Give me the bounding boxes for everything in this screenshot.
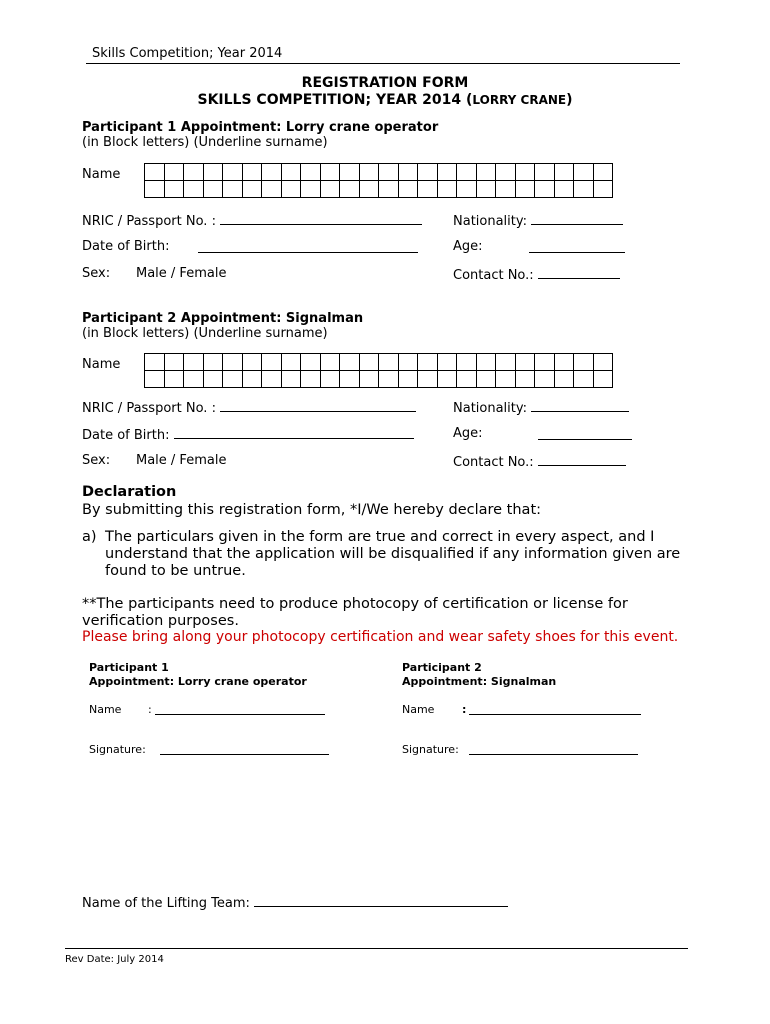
participant2-heading: Participant 2 Appointment: Signalman: [82, 311, 364, 326]
participant2-sex-label: Sex:: [82, 453, 111, 468]
participant2-nric-field[interactable]: [220, 399, 416, 412]
participant1-age-field[interactable]: [529, 240, 625, 253]
signoff-p2-name-colon: :: [462, 703, 467, 716]
signoff-p1-name-label: Name: [89, 703, 122, 716]
participant2-nric-row: NRIC / Passport No. :: [82, 399, 416, 416]
signoff-p2-name-label: Name: [402, 703, 435, 716]
participant1-contact-row: Contact No.:: [453, 266, 620, 283]
participant2-note: (in Block letters) (Underline surname): [82, 326, 328, 341]
signoff-p1-appointment: Appointment: Lorry crane operator: [89, 675, 307, 688]
safety-notice: Please bring along your photocopy certification and wear safety shoes for this event.: [82, 629, 679, 645]
participant2-age-field[interactable]: [538, 427, 632, 440]
participant1-nric-field[interactable]: [220, 212, 422, 225]
participant2-name-grid[interactable]: [144, 353, 613, 388]
signoff-p2-name-field[interactable]: [469, 703, 641, 715]
participant2-contact-row: Contact No.:: [453, 453, 626, 470]
declaration-item-marker: a): [82, 529, 97, 545]
participant2-contact-field[interactable]: [538, 453, 626, 466]
signoff-p1-name-colon: :: [148, 703, 152, 716]
signoff-p1-name-field[interactable]: [155, 703, 325, 715]
participant2-grid-body: [145, 354, 613, 388]
participant1-nationality-field[interactable]: [531, 212, 623, 225]
participant1-nric-row: NRIC / Passport No. :: [82, 212, 422, 229]
participant1-name-grid[interactable]: [144, 163, 613, 198]
signoff-p2-appointment: Appointment: Signalman: [402, 675, 557, 688]
participant1-nationality-row: Nationality:: [453, 212, 623, 229]
form-title: REGISTRATION FORM: [301, 75, 469, 91]
signoff-p2-signature-label: Signature:: [402, 743, 459, 756]
participant1-age-label: Age:: [453, 239, 483, 254]
declaration-item-a-line2: understand that the application will be disqualified if any information given are: [105, 546, 681, 562]
declaration-item-a-line3: found to be untrue.: [105, 563, 246, 579]
declaration-title: Declaration: [82, 484, 177, 500]
footer-rule: [65, 948, 688, 949]
participant2-age-label: Age:: [453, 426, 483, 441]
declaration-note-line2: verification purposes.: [82, 613, 239, 629]
participant1-name-label: Name: [82, 167, 121, 182]
participant1-dob-field[interactable]: [198, 240, 418, 253]
lifting-team-field[interactable]: [254, 894, 508, 907]
participant2-sex-options[interactable]: Male / Female: [136, 453, 227, 468]
participant1-grid-body: [145, 164, 613, 198]
declaration-intro: By submitting this registration form, *I/We hereby declare that:: [82, 502, 542, 518]
lifting-team-row: Name of the Lifting Team:: [82, 894, 508, 911]
participant2-nationality-row: Nationality:: [453, 399, 629, 416]
header-text: Skills Competition; Year 2014: [92, 46, 283, 61]
participant1-contact-field[interactable]: [538, 266, 620, 279]
participant2-dob-field[interactable]: [174, 426, 414, 439]
signoff-p1-signature-label: Signature:: [89, 743, 146, 756]
participant1-sex-options[interactable]: Male / Female: [136, 266, 227, 281]
participant2-dob-row: Date of Birth:: [82, 426, 414, 443]
participant2-name-label: Name: [82, 357, 121, 372]
declaration-note-line1: **The participants need to produce photocopy of certification or license for: [82, 596, 628, 612]
signoff-p2-signature-field[interactable]: [469, 743, 638, 755]
form-subtitle: SKILLS COMPETITION; YEAR 2014 (LORRY CRANE): [197, 92, 573, 108]
participant1-note: (in Block letters) (Underline surname): [82, 135, 328, 150]
participant1-dob-label: Date of Birth:: [82, 239, 170, 254]
declaration-item-a-line1: The particulars given in the form are true and correct in every aspect, and I: [105, 529, 655, 545]
signoff-p1-title: Participant 1: [89, 661, 169, 674]
footer-rev-date: Rev Date: July 2014: [65, 954, 164, 965]
header-rule: [86, 63, 680, 64]
participant1-sex-label: Sex:: [82, 266, 111, 281]
signoff-p1-signature-field[interactable]: [160, 743, 329, 755]
signoff-p2-title: Participant 2: [402, 661, 482, 674]
participant2-nationality-field[interactable]: [531, 399, 629, 412]
participant1-heading: Participant 1 Appointment: Lorry crane operator: [82, 120, 439, 135]
